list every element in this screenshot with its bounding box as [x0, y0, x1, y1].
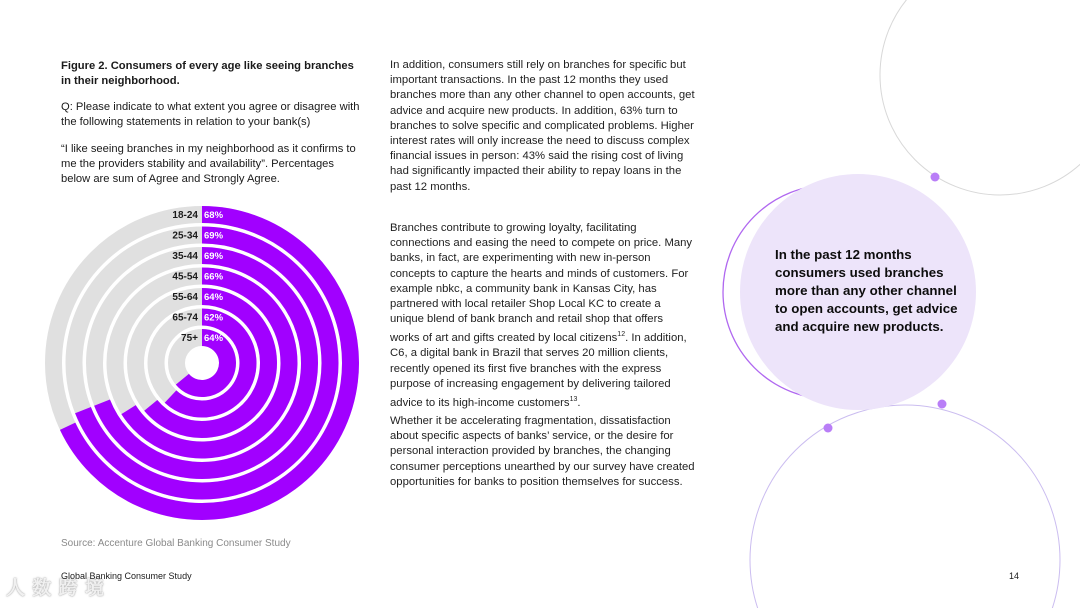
watermark: 人 数 跨 境: [6, 578, 105, 599]
deco-dot-3: [824, 424, 833, 433]
ring-category-label-75-plus: 75+: [181, 333, 198, 344]
figure-question: Q: Please indicate to what extent you agree or disagree with the following statements in relation to your bank(s): [61, 101, 360, 128]
ring-value-label-18-24: 68%: [204, 210, 224, 221]
ring-category-label-18-24: 18-24: [172, 210, 198, 221]
footnote-ref-12: 12: [617, 331, 626, 339]
source-note: Source: Accenture Global Banking Consumer Study: [61, 538, 291, 549]
ring-category-label-65-74: 65-74: [172, 312, 198, 324]
footer-title: Global Banking Consumer Study: [61, 571, 192, 581]
body-paragraph-1: [390, 58, 695, 195]
deco-dot-2: [938, 400, 947, 409]
ring-value-label-75-plus: 64%: [204, 333, 224, 344]
ring-category-label-35-44: 35-44: [172, 251, 198, 262]
ring-value-label-25-34: 69%: [204, 230, 224, 242]
body-paragraph-2-end: .: [577, 396, 581, 409]
ring-value-label-45-54: 66%: [204, 271, 224, 283]
figure-quote: “I like seeing branches in my neighborhood as it confirms to me the providers stability and availability”. Percentages below are sum of Agree and Strongly Agree.: [61, 143, 356, 185]
body-paragraph-2-main: Branches contribute to growing loyalty, facilitating connections and easing the need to compete on price. Many banks, in fact, are experimenting with new in-person concepts to capture the hearts and minds of customers. For example nbkc, a community bank in Kansas City, has partnered with local retailer Shop Local KC to create a unique blend of bank branch and retail shop that offers works of art and gifts created by local citizens: [390, 222, 693, 345]
page-number: 14: [1009, 571, 1020, 581]
ring-value-label-35-44: 69%: [204, 251, 224, 262]
callout-text: In the past 12 months consumers used branches more than any other channel to open accounts, get advice and acquire new products.: [775, 247, 958, 334]
ring-category-label-45-54: 45-54: [172, 271, 198, 283]
body-paragraph-2-mid: . In addition, C6, a digital bank in Brazil that serves 20 million clients, recently opened its first five branches with the express purpose of increasing engagement by delivering tailored advice to its high-income customers: [390, 332, 687, 409]
deco-circle-top: [880, 0, 1080, 195]
deco-dot-1: [931, 173, 940, 182]
ring-category-label-25-34: 25-34: [172, 230, 198, 242]
body-paragraph-3-text: Whether it be accelerating fragmentation, dissatisfaction about specific aspects of banks’ service, or the desire for personal interaction provided by branches, the changing consumer perceptions unearthed by our survey have created opportunities for banks to position themselves for success.: [390, 415, 695, 488]
body-paragraph-2: [390, 221, 695, 411]
radial-bar-chart: [0, 0, 380, 540]
ring-value-label-65-74: 62%: [204, 312, 224, 324]
footnote-ref-13: 13: [569, 396, 578, 403]
figure-title: Figure 2. Consumers of every age like seeing branches in their neighborhood.: [61, 60, 354, 87]
ring-category-label-55-64: 55-64: [172, 292, 198, 303]
body-paragraph-3: [390, 414, 695, 490]
ring-value-label-55-64: 64%: [204, 292, 224, 303]
body-paragraph-1-text: In addition, consumers still rely on branches for specific but important transactions. In the past 12 months they used branches more than any other channel to open accounts, get advice and acquire new products. In addition, 63% turn to branches to solve specific and complicated problems. Higher interest rates will only increase the need to discuss complex financial issues in person: 43% said the rising cost of living had significantly impacted their ability to repay loans in the past 12 months.: [390, 59, 695, 193]
